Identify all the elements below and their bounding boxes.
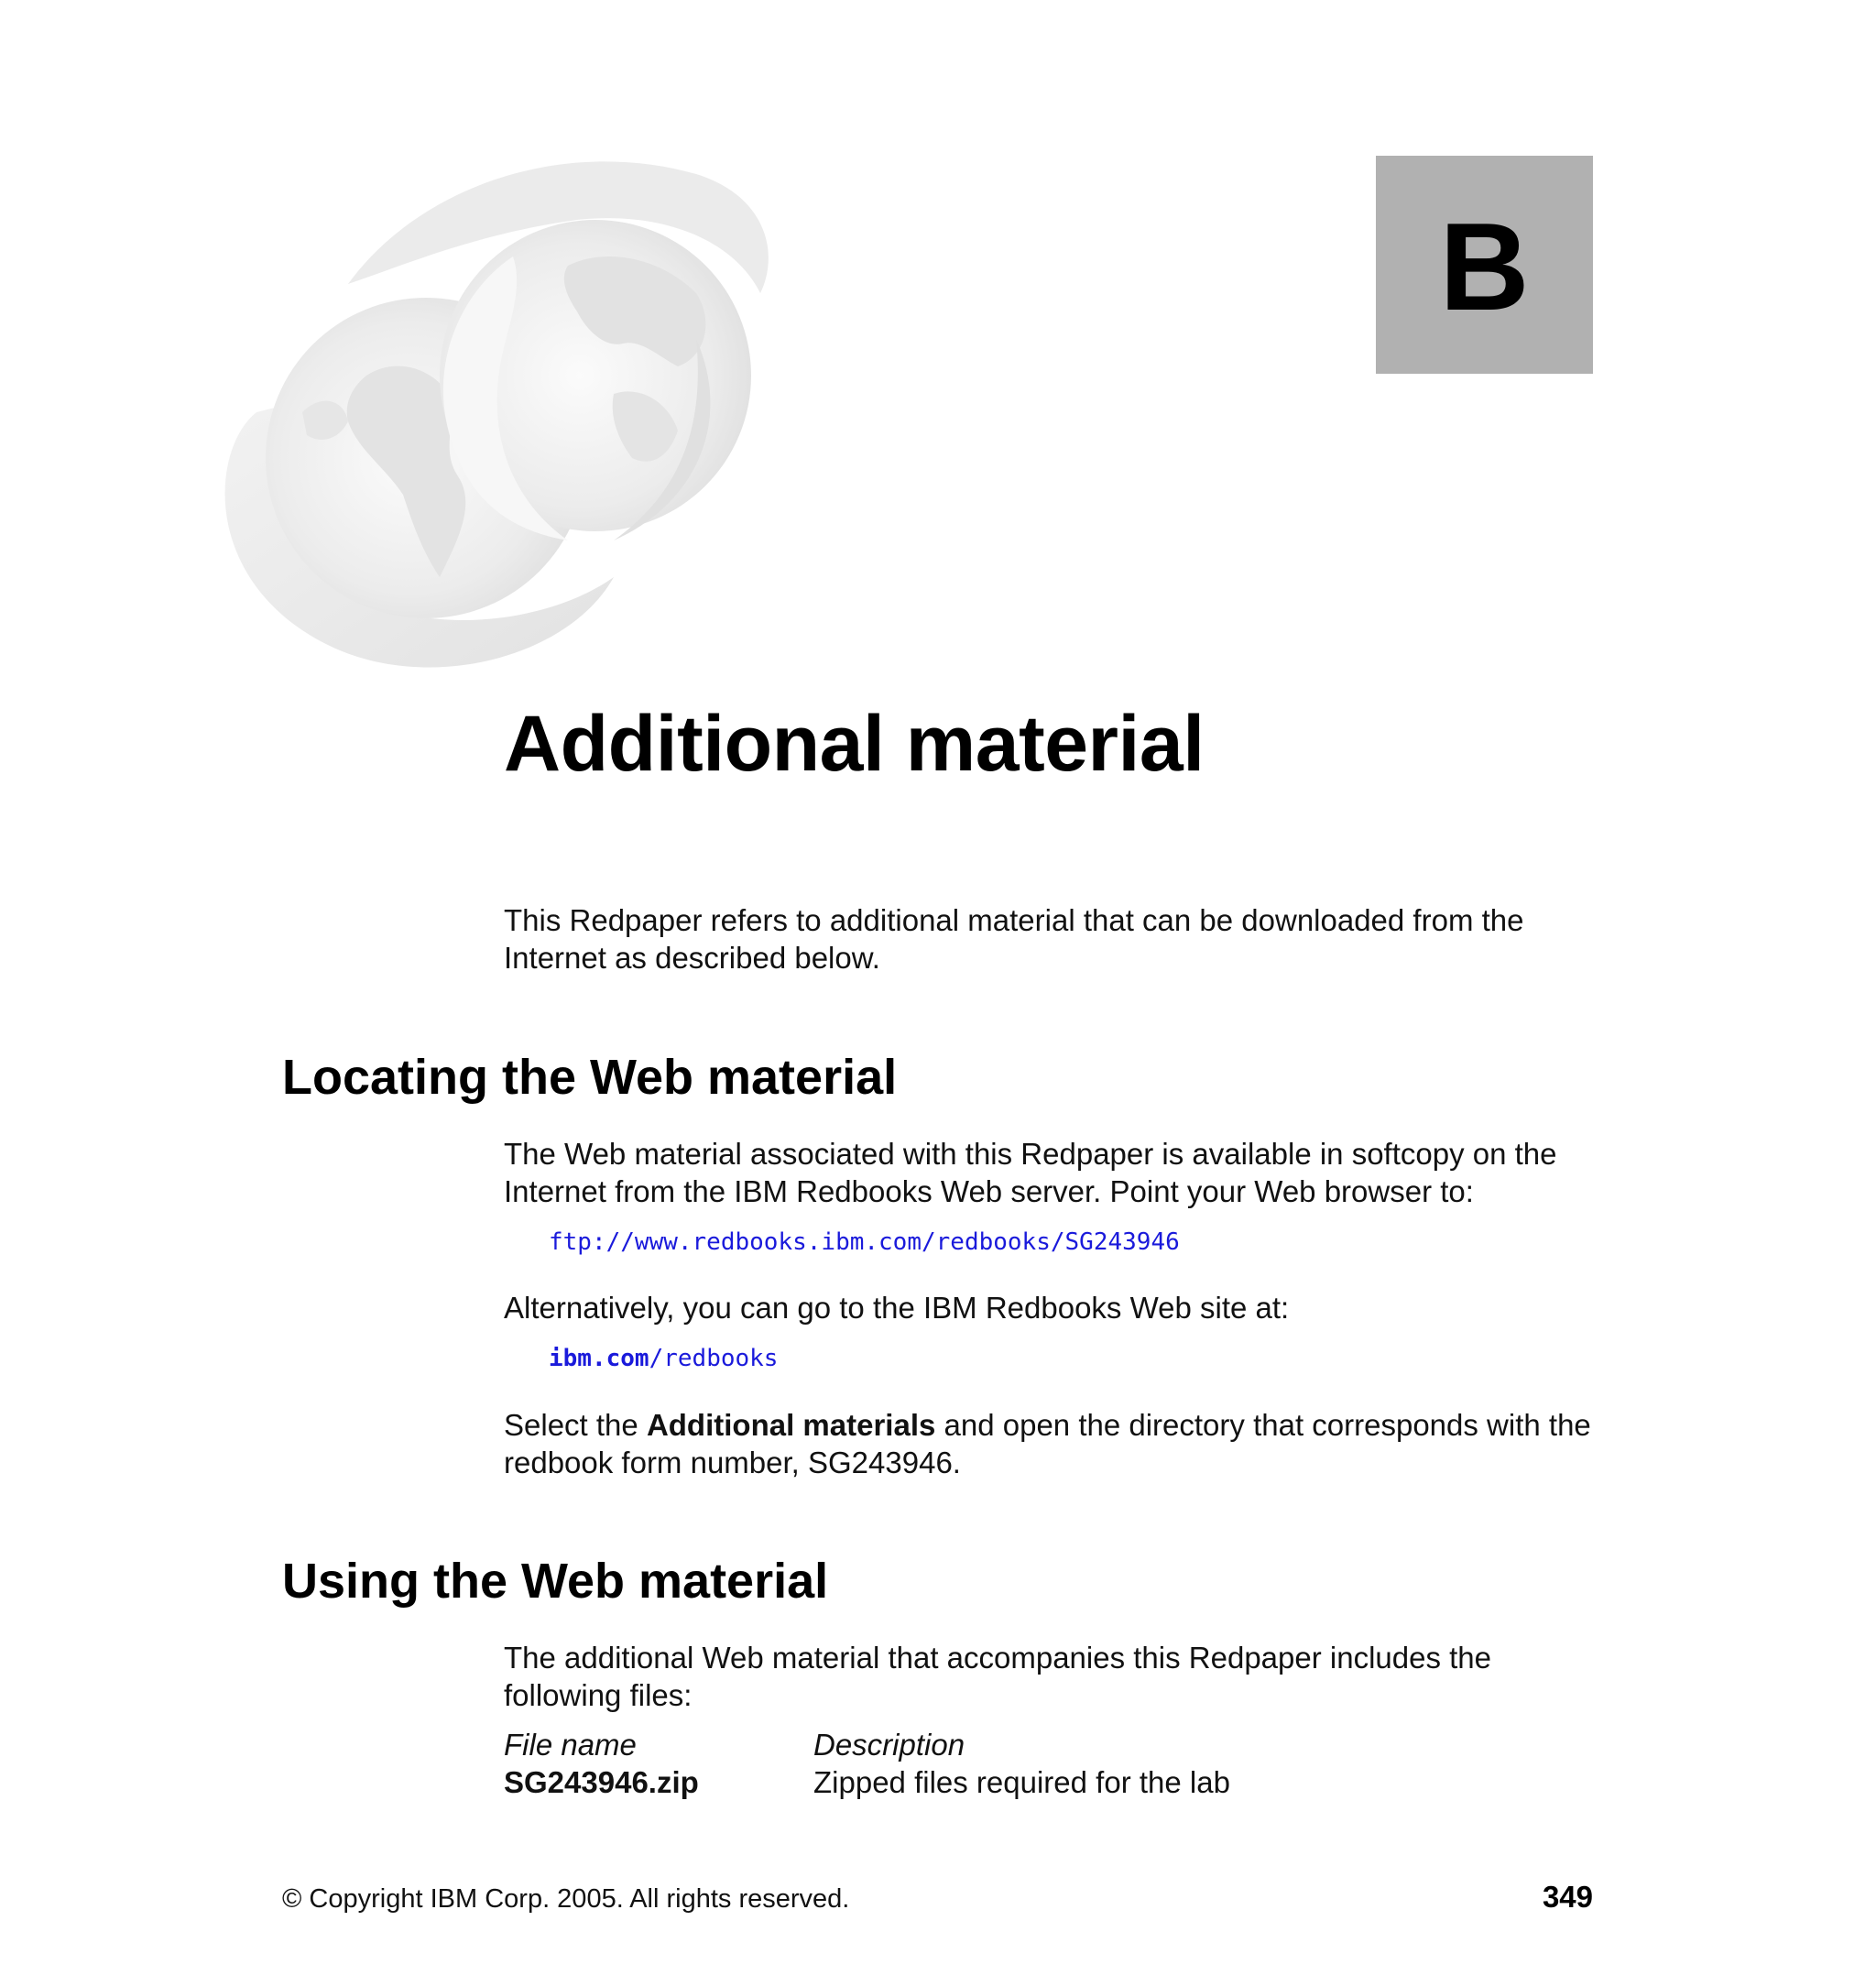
file-table-header <box>504 1726 1455 1763</box>
page-number: 349 <box>1542 1880 1593 1914</box>
alternative-paragraph: Alternatively, you can go to the IBM Redbooks Web site at: <box>504 1291 1290 1325</box>
section-heading-locating: Locating the Web material <box>282 1050 898 1105</box>
section-heading-using: Using the Web material <box>282 1554 829 1609</box>
additional-materials-term: Additional materials <box>646 1408 936 1442</box>
using-paragraph: The additional Web material that accompanies this Redpaper includes the following files: <box>504 1641 1492 1712</box>
select-paragraph <box>504 1406 1603 1481</box>
ftp-url-link[interactable]: ftp://www.redbooks.ibm.com/redbooks/SG243946 <box>549 1228 1180 1256</box>
file-table <box>504 1726 1455 1801</box>
intro-paragraph: This Redpaper refers to additional material that can be downloaded from the Internet as described below. <box>504 903 1524 975</box>
site-domain-text: ibm.com <box>549 1345 649 1372</box>
file-name-cell: SG243946.zip <box>504 1765 699 1799</box>
page-title: Additional material <box>504 700 1205 788</box>
redbooks-site-link[interactable] <box>549 1344 778 1373</box>
select-text-after: and open the directory that corresponds with the redbook form number, SG243946. <box>504 1408 1591 1479</box>
column-header-file-name: File name <box>504 1728 637 1762</box>
chapter-badge <box>1376 156 1593 374</box>
file-description-cell: Zipped files required for the lab <box>813 1765 1230 1799</box>
site-path-text: /redbooks <box>649 1345 779 1372</box>
column-header-description: Description <box>813 1728 965 1762</box>
select-text-before: Select the <box>504 1408 647 1442</box>
table-row <box>504 1763 1455 1801</box>
locating-paragraph: The Web material associated with this Redpaper is available in softcopy on the Internet from the IBM Redbooks Web server. Point your Web browser to: <box>504 1137 1557 1208</box>
chapter-letter: B <box>1439 197 1530 336</box>
copyright-notice: © Copyright IBM Corp. 2005. All rights reserved. <box>282 1884 850 1914</box>
globe-swirl-icon <box>183 147 824 678</box>
